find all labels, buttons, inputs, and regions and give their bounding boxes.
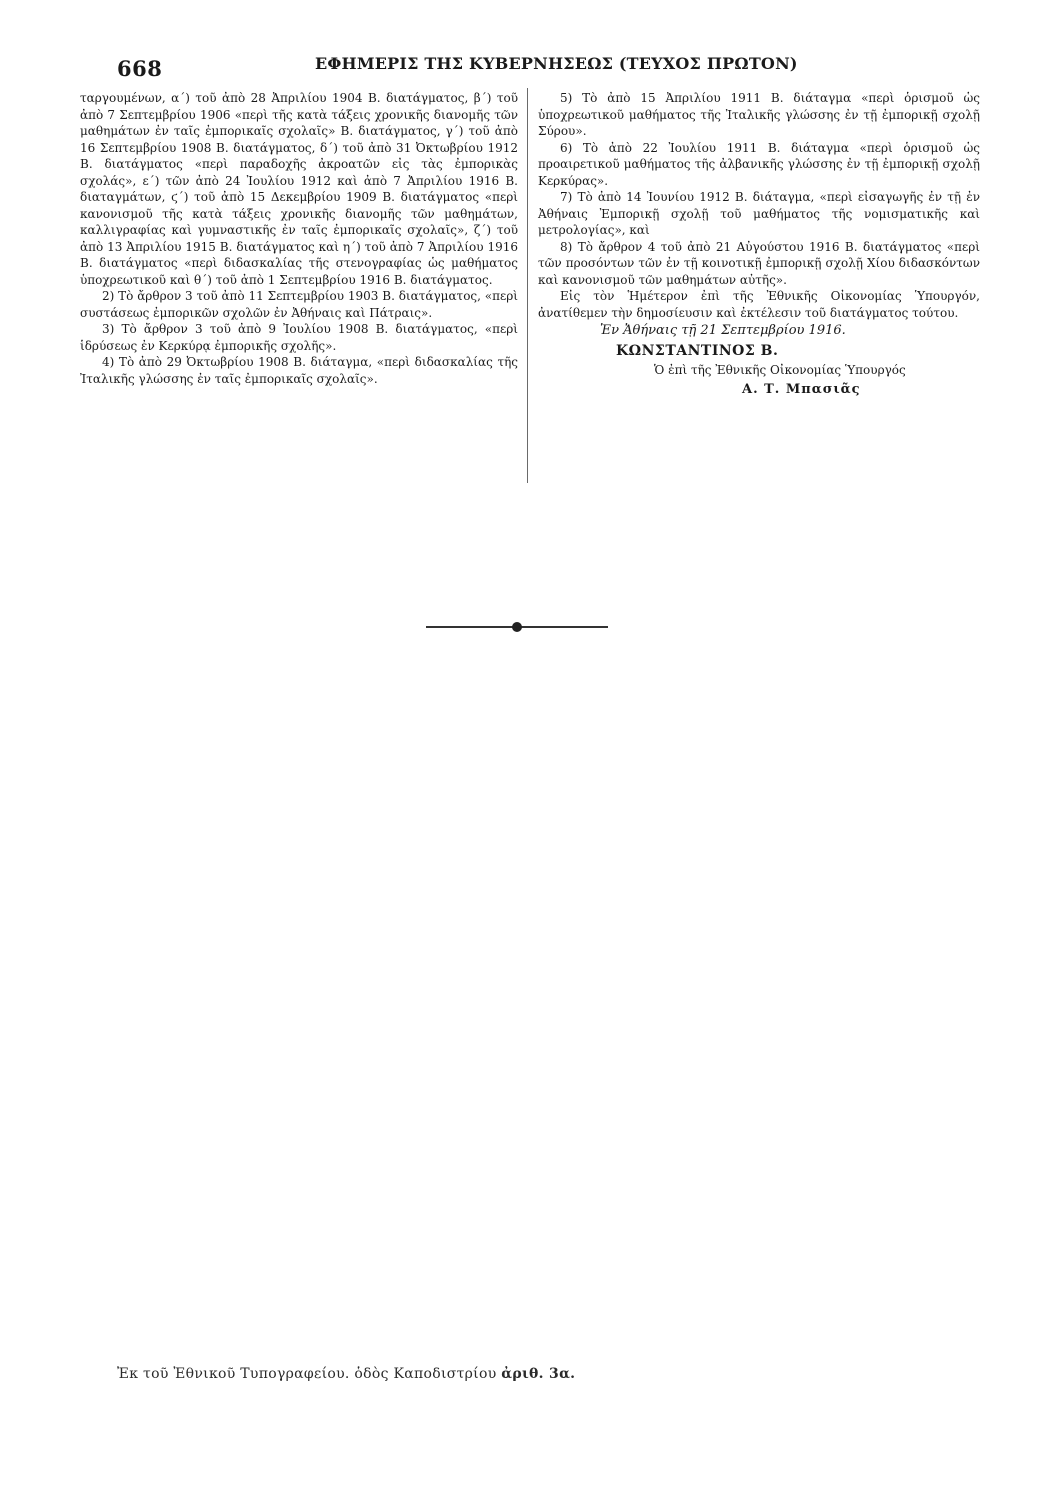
right-paragraph-3: 7) Τὸ ἀπὸ 14 Ἰουνίου 1912 Β. διάταγμα, «περὶ εἰσαγωγῆς ἐν τῇ ἐν Ἀθήναις Ἐμπορικῇ σχολῇ τοῦ μαθήματος τῆς νομισματικῆς καὶ μετρολογίας», καὶ <box>538 190 980 237</box>
right-paragraph-5: Εἰς τὸν Ἡμέτερον ἐπὶ τῆς Ἐθνικῆς Οἰκονομίας Ὑπουργόν, ἀνατίθεμεν τὴν δημοσίευσιν καὶ ἐκτέλεσιν τοῦ διατάγματος τούτου. <box>538 289 980 320</box>
separator-ornament-icon <box>512 622 522 632</box>
imprint-number: ἀριθ. 3α. <box>501 1366 576 1382</box>
minister-title: Ὁ ἐπὶ τῆς Ἐθνικῆς Οἰκονομίας Ὑπουργός <box>654 363 906 377</box>
left-column <box>80 90 518 387</box>
column-rule <box>527 88 528 483</box>
minister-name: Α. Τ. Μπασιᾶς <box>742 381 861 397</box>
king-signature: ΚΩΝΣΤΑΝΤΙΝΟΣ Β. <box>616 342 779 359</box>
left-paragraph-3: 3) Τὸ ἄρθρον 3 τοῦ ἀπὸ 9 Ἰουλίου 1908 Β. διατάγματος, «περὶ ἱδρύσεως ἐν Κερκύρᾳ ἐμπορικῆς σχολῆς». <box>80 322 518 353</box>
left-paragraph-2: 2) Τὸ ἄρθρον 3 τοῦ ἀπὸ 11 Σεπτεμβρίου 1903 Β. διατάγματος, «περὶ συστάσεως ἐμπορικῶν σχολῶν ἐν Ἀθήναις καὶ Πάτραις». <box>80 289 518 320</box>
right-column <box>538 90 980 398</box>
left-paragraph-1: ταργουμένων, α΄) τοῦ ἀπὸ 28 Ἀπριλίου 1904 Β. διατάγματος, β΄) τοῦ ἀπὸ 7 Σεπτεμβρίου 1906 «περὶ τῆς κατὰ τάξεις χρονικῆς διανομῆς τῶν μαθημάτων ἐν ταῖς ἐμπορικαῖς σχολαῖς» Β. διατάγματος, γ΄) τοῦ ἀπὸ 16 Σεπτεμβρίου 1908 Β. διατάγματος, δ΄) τοῦ ἀπὸ 31 Ὀκτωβρίου 1912 Β. διατάγματος «περὶ παραδοχῆς ἀκροατῶν εἰς τὰς ἐμπορικὰς σχολάς», ε΄) τῶν ἀπὸ 24 Ἰουλίου 1912 καὶ ἀπὸ 7 Ἀπριλίου 1916 Β. διαταγμάτων, ϛ΄) τοῦ ἀπὸ 15 Δεκεμβρίου 1909 Β. διατάγματος «περὶ κανονισμοῦ τῆς κατὰ τάξεις χρονικῆς διανομῆς τῶν μαθημάτων, καλλιγραφίας καὶ γυμναστικῆς ἐν ταῖς ἐμπορικαῖς σχολαῖς», ζ΄) τοῦ ἀπὸ 13 Ἀπριλίου 1915 Β. διατάγματος καὶ η΄) τοῦ ἀπὸ 7 Ἀπριλίου 1916 Β. διατάγματος «περὶ διδασκαλίας τῆς στενογραφίας ὡς μαθήματος ὑποχρεωτικοῦ καὶ θ΄) τοῦ ἀπὸ 1 Σεπτεμβρίου 1916 Β. διατάγματος. <box>80 91 518 287</box>
right-paragraph-1: 5) Τὸ ἀπὸ 15 Ἀπριλίου 1911 Β. διάταγμα «περὶ ὁρισμοῦ ὡς ὑποχρεωτικοῦ μαθήματος τῆς Ἰταλικῆς γλώσσης ἐν τῇ ἐμπορικῇ σχολῇ Σύρου». <box>538 91 980 138</box>
imprint-text: Ἐκ τοῦ Ἐθνικοῦ Τυπογραφείου. ὁδὸς Καποδιστρίου <box>117 1366 497 1382</box>
footer-imprint <box>117 1366 617 1382</box>
page-number: 668 <box>117 56 163 81</box>
section-separator <box>426 622 608 632</box>
running-head: ΕΦΗΜΕΡΙΣ ΤΗΣ ΚΥΒΕΡΝΗΣΕΩΣ (ΤΕΥΧΟΣ ΠΡΩΤΟΝ) <box>315 54 798 73</box>
right-paragraph-2: 6) Τὸ ἀπὸ 22 Ἰουλίου 1911 Β. διάταγμα «περὶ ὁρισμοῦ ὡς προαιρετικοῦ μαθήματος τῆς ἀλβανικῆς γλώσσης ἐν τῇ ἐμπορικῇ σχολῇ Κερκύρας». <box>538 140 980 188</box>
right-paragraph-4: 8) Τὸ ἄρθρον 4 τοῦ ἀπὸ 21 Αὐγούστου 1916 Β. διατάγματος «περὶ τῶν προσόντων τῶν ἐν τῇ κοινοτικῇ ἐμπορικῇ σχολῇ Χίου διδασκόντων καὶ κανονισμοῦ τῶν μαθημάτων αὐτῆς». <box>538 239 980 287</box>
date-line: Ἐν Ἀθήναις τῇ 21 Σεπτεμβρίου 1916. <box>600 323 846 338</box>
left-paragraph-4: 4) Τὸ ἀπὸ 29 Ὀκτωβρίου 1908 Β. διάταγμα, «περὶ διδασκαλίας τῆς Ἰταλικῆς γλώσσης ἐν ταῖς ἐμπορικαῖς σχολαῖς». <box>80 355 518 386</box>
